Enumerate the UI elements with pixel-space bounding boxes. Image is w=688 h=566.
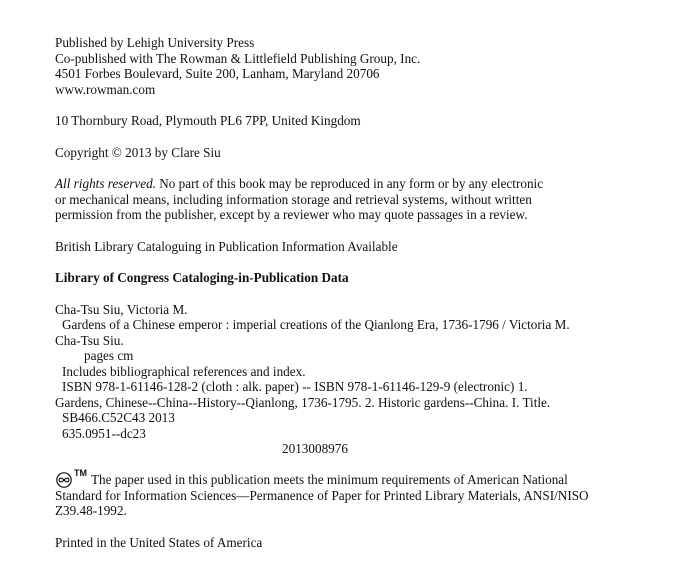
cip-record <box>55 302 655 457</box>
british-library-notice: British Library Cataloguing in Publication Information Available <box>55 238 398 254</box>
copyright-notice: Copyright © 2013 by Clare Siu <box>55 144 221 160</box>
printed-in-notice: Printed in the United States of America <box>55 534 263 550</box>
infinity-permanence-icon <box>55 467 87 488</box>
cip-author: Cha-Tsu Siu, Victoria M. <box>55 301 188 317</box>
rights-lead: All rights reserved. <box>55 176 156 191</box>
cip-bibliography: Includes bibliographical references and index. <box>62 363 306 379</box>
publisher-website: www.rowman.com <box>55 81 156 97</box>
cip-classification-1: SB466.C52C43 2013 <box>62 410 175 425</box>
uk-address: 10 Thornbury Road, Plymouth PL6 7PP, United Kingdom <box>55 113 361 128</box>
permanence-line-2: Standard for Information Sciences—Permanence of Paper for Printed Library Materials, ANSI/NISO <box>55 487 589 503</box>
cip-classification-2: 635.0951--dc23 <box>62 425 146 441</box>
rights-line-1-rest: No part of this book may be reproduced in any form or by any electronic <box>155 176 544 191</box>
trademark-mark: TM <box>74 467 87 478</box>
cip-isbn-line-1: ISBN 978-1-61146-128-2 (cloth : alk. paper) -- ISBN 978-1-61146-129-9 (electronic) 1. <box>62 379 528 394</box>
cip-lccn: 2013008976 <box>282 441 348 456</box>
copyright-page <box>55 35 655 550</box>
copublisher-line: Co-published with The Rowman & Littlefield Publishing Group, Inc. <box>55 50 421 66</box>
publisher-address: 4501 Forbes Boulevard, Suite 200, Lanham, Maryland 20706 <box>55 66 380 81</box>
paper-permanence-notice <box>55 467 655 519</box>
rights-line-1 <box>55 176 655 192</box>
cip-title-line-2: Cha-Tsu Siu. <box>55 332 124 348</box>
rights-statement <box>55 176 655 223</box>
rights-line-2: or mechanical means, including information storage and retrieval systems, without written <box>55 191 532 207</box>
cip-pages: pages cm <box>84 348 134 363</box>
permanence-line-3: Z39.48-1992. <box>55 503 127 518</box>
cip-title-line-1: Gardens of a Chinese emperor : imperial creations of the Qianlong Era, 1736-1796 / Victoria M. <box>62 317 570 332</box>
rights-line-3: permission from the publisher, except by a reviewer who may quote passages in a review. <box>55 207 528 222</box>
publisher-block <box>55 35 655 97</box>
permanence-text-1: The paper used in this publication meets the minimum requirements of American National <box>91 472 568 487</box>
permanence-line-1 <box>55 467 655 488</box>
publisher-line: Published by Lehigh University Press <box>55 35 255 50</box>
cip-isbn-line-2: Gardens, Chinese--China--History--Qianlong, 1736-1795. 2. Historic gardens--China. I. Title. <box>55 394 551 410</box>
loc-heading: Library of Congress Cataloging-in-Publication Data <box>55 270 349 285</box>
